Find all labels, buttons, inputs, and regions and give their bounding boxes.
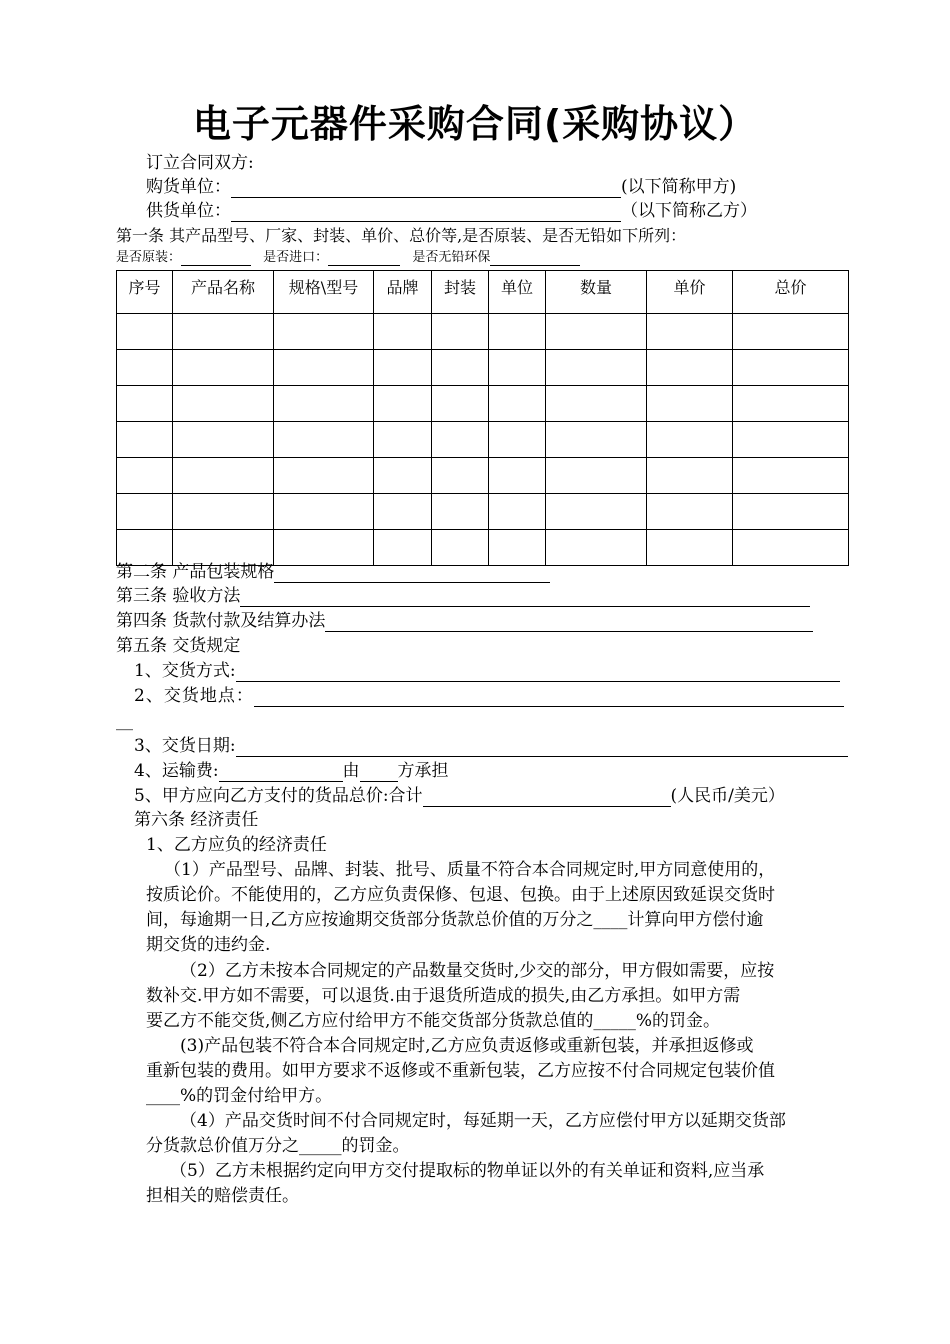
article-6-heading: 第六条 经济责任	[134, 810, 259, 830]
original-label: 是否原装：	[116, 250, 182, 265]
table-cell[interactable]	[489, 386, 546, 422]
freight-party-blank[interactable]	[360, 764, 398, 782]
table-cell[interactable]	[546, 422, 647, 458]
seller-suffix: （以下简称乙方）	[621, 201, 757, 221]
article-6-sub1: 1、乙方应负的经济责任	[146, 835, 327, 855]
table-row	[117, 314, 849, 350]
clause-1-line-3: 间，每逾期一日,乙方应按逾期交货部分货款总价值的万分之____计算向甲方偿付逾	[146, 910, 764, 930]
table-cell[interactable]	[733, 530, 849, 566]
table-cell[interactable]	[546, 386, 647, 422]
table-cell[interactable]	[647, 386, 733, 422]
table-cell[interactable]	[274, 422, 374, 458]
table-cell[interactable]	[173, 422, 274, 458]
table-cell[interactable]	[173, 350, 274, 386]
freight-end: 方承担	[397, 761, 449, 781]
clause-1-line-2: 按质论价。不能使用的，乙方应负责保修、包退、包换。由于上述原因致延误交货时	[146, 885, 775, 905]
table-cell[interactable]	[733, 422, 849, 458]
parties-intro: 订立合同双方:	[146, 153, 254, 173]
clause-3-line-2: 重新包装的费用。如甲方要求不返修或不重新包装，乙方应按不付合同规定包装价值	[146, 1061, 775, 1081]
freight-by: 由	[342, 761, 360, 781]
table-cell[interactable]	[173, 386, 274, 422]
table-cell[interactable]	[432, 350, 489, 386]
original-blank[interactable]	[181, 253, 251, 266]
table-cell[interactable]	[374, 350, 432, 386]
table-cell[interactable]	[117, 314, 173, 350]
article-3-label: 第三条 验收方法	[116, 586, 241, 606]
buyer-blank[interactable]	[231, 180, 621, 198]
delivery-date-blank[interactable]	[236, 739, 848, 757]
article-5: 第五条 交货规定	[116, 636, 241, 656]
table-cell[interactable]	[274, 458, 374, 494]
import-blank[interactable]	[328, 253, 400, 266]
clause-4-line-2: 分货款总价值万分之_____的罚金。	[146, 1136, 410, 1156]
table-row	[117, 350, 849, 386]
table-cell[interactable]	[117, 494, 173, 530]
import-label: 是否进口：	[263, 250, 329, 265]
clause-2-line-2: 数补交.甲方如不需要，可以退货.由于退货所造成的损失,由乙方承担。如甲方需	[146, 986, 741, 1006]
leadfree-blank[interactable]	[490, 253, 580, 266]
article-2-label: 第二条 产品包装规格	[116, 562, 275, 582]
clause-3-line-1: (3)产品包装不符合本合同规定时,乙方应负责返修或重新包装，并承担返修或	[180, 1036, 754, 1056]
header-cell: 数量	[546, 271, 647, 314]
table-cell[interactable]	[546, 314, 647, 350]
total-price-line	[134, 785, 785, 807]
header-cell: 总价	[733, 271, 849, 314]
table-header-row	[117, 271, 849, 314]
article-2-line	[116, 561, 550, 583]
table-cell[interactable]	[117, 422, 173, 458]
buyer-label: 购货单位：	[146, 177, 231, 197]
table-cell[interactable]	[733, 314, 849, 350]
table-cell[interactable]	[647, 314, 733, 350]
table-cell[interactable]	[733, 350, 849, 386]
table-cell[interactable]	[173, 314, 274, 350]
leadfree-label: 是否无铅环保	[412, 250, 491, 265]
article-4-label: 第四条 货款付款及结算办法	[116, 611, 326, 631]
header-cell: 产品名称	[173, 271, 274, 314]
table-cell[interactable]	[432, 494, 489, 530]
table-cell[interactable]	[432, 422, 489, 458]
table-cell[interactable]	[489, 494, 546, 530]
table-cell[interactable]	[274, 314, 374, 350]
table-row	[117, 458, 849, 494]
table-cell[interactable]	[489, 422, 546, 458]
table-cell[interactable]	[647, 422, 733, 458]
table-cell[interactable]	[647, 350, 733, 386]
delivery-place-label: 2、交货地点：	[134, 686, 254, 706]
table-cell[interactable]	[432, 386, 489, 422]
freight-line	[134, 760, 449, 782]
table-cell[interactable]	[173, 458, 274, 494]
document-title: 电子元器件采购合同(采购协议）	[192, 102, 758, 146]
table-cell[interactable]	[374, 314, 432, 350]
freight-label: 4、运输费:	[134, 761, 219, 781]
table-cell[interactable]	[374, 386, 432, 422]
table-cell[interactable]	[546, 494, 647, 530]
table-cell[interactable]	[274, 494, 374, 530]
table-cell[interactable]	[733, 386, 849, 422]
delivery-place-line	[134, 685, 844, 707]
delivery-place-blank[interactable]	[254, 689, 844, 707]
total-price-blank[interactable]	[423, 789, 671, 807]
freight-blank[interactable]	[219, 764, 343, 782]
table-cell[interactable]	[546, 530, 647, 566]
table-cell[interactable]	[117, 458, 173, 494]
table-cell[interactable]	[374, 458, 432, 494]
payment-blank[interactable]	[325, 614, 813, 632]
table-cell[interactable]	[489, 314, 546, 350]
inspection-blank[interactable]	[240, 589, 810, 607]
clause-5-line-1: （5）乙方未根据约定向甲方交付提取标的物单证以外的有关单证和资料,应当承	[170, 1161, 765, 1181]
delivery-method-line	[134, 660, 840, 682]
clause-3-line-3: ____%的罚金付给甲方。	[146, 1086, 333, 1106]
header-cell: 序号	[117, 271, 173, 314]
total-price-label: 5、甲方应向乙方支付的货品总价:合计	[134, 786, 423, 806]
header-cell: 规格\型号	[274, 271, 374, 314]
clause-1-line-4: 期交货的违约金.	[146, 935, 271, 955]
delivery-method-label: 1、交货方式:	[134, 661, 236, 681]
total-price-suffix: (人民币/美元）	[670, 786, 785, 806]
delivery-date-label: 3、交货日期:	[134, 736, 236, 756]
clause-4-line-1: （4）产品交货时间不付合同规定时，每延期一天，乙方应偿付甲方以延期交货部	[180, 1111, 786, 1131]
table-cell[interactable]	[432, 314, 489, 350]
table-cell[interactable]	[647, 530, 733, 566]
table-row	[117, 386, 849, 422]
table-row	[117, 422, 849, 458]
article-3-line	[116, 585, 810, 607]
packaging-blank[interactable]	[274, 565, 550, 583]
table-cell[interactable]	[489, 458, 546, 494]
clause-5-line-2: 担相关的赔偿责任。	[146, 1186, 299, 1206]
seller-blank[interactable]	[231, 204, 621, 222]
buyer-line	[146, 176, 736, 198]
buyer-suffix: (以下简称甲方)	[621, 177, 737, 197]
clause-1-line-1: （1）产品型号、品牌、封装、批号、质量不符合本合同规定时,甲方同意使用的，	[164, 860, 776, 880]
table-cell[interactable]	[274, 350, 374, 386]
article-4-line	[116, 610, 813, 632]
clause-2-line-3: 要乙方不能交货,侧乙方应付给甲方不能交货部分货款总值的_____%的罚金。	[146, 1011, 721, 1031]
table-cell[interactable]	[117, 386, 173, 422]
table-cell[interactable]	[374, 422, 432, 458]
table-cell[interactable]	[173, 494, 274, 530]
table-cell[interactable]	[546, 458, 647, 494]
table-cell[interactable]	[733, 494, 849, 530]
seller-label: 供货单位：	[146, 201, 231, 221]
clause-2-line-1: （2）乙方未按本合同规定的产品数量交货时,少交的部分，甲方假如需要，应按	[180, 961, 775, 981]
table-cell[interactable]	[647, 494, 733, 530]
article-1-options	[116, 250, 580, 266]
header-cell: 封装	[432, 271, 489, 314]
table-cell[interactable]	[374, 494, 432, 530]
delivery-method-blank[interactable]	[236, 664, 840, 682]
table-cell[interactable]	[489, 350, 546, 386]
header-cell: 单位	[489, 271, 546, 314]
delivery-place-continuation: __	[116, 711, 133, 731]
header-cell: 品牌	[374, 271, 432, 314]
product-table	[116, 270, 849, 566]
table-cell[interactable]	[733, 458, 849, 494]
header-cell: 单价	[647, 271, 733, 314]
delivery-date-line	[134, 735, 848, 757]
table-cell[interactable]	[117, 350, 173, 386]
table-cell[interactable]	[432, 458, 489, 494]
table-cell[interactable]	[274, 386, 374, 422]
seller-line	[146, 200, 757, 222]
table-cell[interactable]	[546, 350, 647, 386]
table-row	[117, 494, 849, 530]
table-cell[interactable]	[647, 458, 733, 494]
article-1: 第一条 其产品型号、厂家、封装、单价、总价等,是否原装、是否无铅如下所列：	[116, 226, 687, 245]
